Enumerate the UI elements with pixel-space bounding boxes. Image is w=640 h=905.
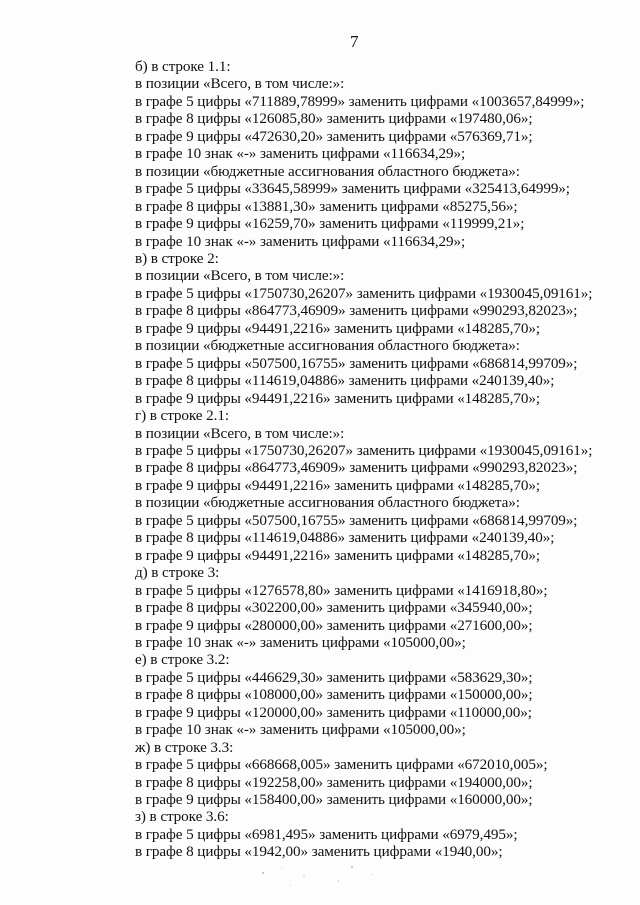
scan-speck [303, 876, 305, 877]
text-line: в графе 10 знак «-» заменить цифрами «105000,00»; [135, 721, 466, 739]
scan-speck [372, 874, 373, 875]
text-line: в графе 8 цифры «192258,00» заменить цифрами «194000,00»; [135, 773, 533, 791]
section-heading-d: д) в строке 3: [135, 564, 220, 582]
text-line: в позиции «Всего, в том числе:»: [135, 424, 345, 442]
text-line: в графе 9 цифры «94491,2216» заменить цифрами «148285,70»; [135, 546, 540, 564]
text-line: в графе 9 цифры «94491,2216» заменить цифрами «148285,70»; [135, 389, 540, 407]
text-line: в графе 5 цифры «6981,495» заменить цифрами «6979,495»; [135, 825, 518, 843]
scan-speck [262, 872, 264, 874]
text-line: в графе 9 цифры «472630,20» заменить цифрами «576369,71»; [135, 127, 533, 145]
text-line: в графе 10 знак «-» заменить цифрами «105000,00»; [135, 633, 466, 651]
section-heading-zh: ж) в строке 3.3: [135, 738, 234, 756]
text-line: в позиции «бюджетные ассигнования областного бюджета»: [135, 494, 520, 512]
text-line: в графе 8 цифры «114619,04886» заменить цифрами «240139,40»; [135, 529, 555, 547]
text-line: в графе 8 цифры «126085,80» заменить цифрами «197480,06»; [135, 110, 533, 128]
text-line: в графе 9 цифры «158400,00» заменить цифрами «160000,00»; [135, 791, 533, 809]
section-heading-e: е) в строке 3.2: [135, 651, 230, 669]
text-line: в графе 10 знак «-» заменить цифрами «116634,29»; [135, 232, 466, 250]
text-line: в графе 9 цифры «94491,2216» заменить цифрами «148285,70»; [135, 476, 540, 494]
section-heading-g: г) в строке 2.1: [135, 407, 229, 425]
section-heading-z: з) в строке 3.6: [135, 808, 229, 826]
scan-speck [290, 885, 291, 886]
text-line: в позиции «Всего, в том числе:»: [135, 75, 345, 93]
text-line: в графе 5 цифры «1750730,26207» заменить цифрами «1930045,09161»; [135, 441, 593, 459]
document-body [135, 58, 630, 861]
text-line: в графе 8 цифры «864773,46909» заменить цифрами «990293,82023»; [135, 302, 578, 320]
section-heading-b: б) в строке 1.1: [135, 58, 231, 75]
text-line: в графе 9 цифры «120000,00» заменить цифрами «110000,00»; [135, 703, 532, 721]
text-line: в графе 5 цифры «446629,30» заменить цифрами «583629,30»; [135, 668, 533, 686]
text-line: в позиции «бюджетные ассигнования областного бюджета»: [135, 162, 520, 180]
scan-speck [351, 866, 353, 868]
text-line: в графе 8 цифры «302200,00» заменить цифрами «345940,00»; [135, 599, 533, 617]
text-line: в графе 8 цифры «13881,30» заменить цифрами «85275,56»; [135, 197, 518, 215]
text-line: в графе 5 цифры «711889,78999» заменить цифрами «1003657,84999»; [135, 92, 585, 110]
scan-speck [338, 880, 339, 882]
text-line: в графе 5 цифры «507500,16755» заменить цифрами «686814,99709»; [135, 354, 578, 372]
text-line: в графе 9 цифры «94491,2216» заменить цифрами «148285,70»; [135, 319, 540, 337]
section-heading-v: в) в строке 2: [135, 249, 219, 267]
text-line: в графе 5 цифры «1276578,80» заменить цифрами «1416918,80»; [135, 581, 548, 599]
text-line: в позиции «Всего, в том числе:»: [135, 267, 345, 285]
text-line: в графе 5 цифры «668668,005» заменить цифрами «672010,005»; [135, 756, 548, 774]
text-line: в графе 8 цифры «1942,00» заменить цифрами «1940,00»; [135, 843, 503, 861]
text-line: в графе 8 цифры «114619,04886» заменить цифрами «240139,40»; [135, 372, 555, 390]
text-line: в графе 5 цифры «1750730,26207» заменить цифрами «1930045,09161»; [135, 284, 593, 302]
scan-speck [281, 868, 282, 869]
text-line: в графе 9 цифры «280000,00» заменить цифрами «271600,00»; [135, 616, 533, 634]
text-line: в графе 8 цифры «864773,46909» заменить цифрами «990293,82023»; [135, 459, 578, 477]
text-line: в графе 9 цифры «16259,70» заменить цифрами «119999,21»; [135, 215, 525, 233]
page-number: 7 [350, 32, 359, 51]
text-line: в графе 5 цифры «507500,16755» заменить цифрами «686814,99709»; [135, 511, 578, 529]
text-line: в графе 5 цифры «33645,58999» заменить цифрами «325413,64999»; [135, 180, 570, 198]
text-line: в графе 8 цифры «108000,00» заменить цифрами «150000,00»; [135, 686, 533, 704]
text-line: в графе 10 знак «-» заменить цифрами «116634,29»; [135, 145, 466, 163]
text-line: в позиции «бюджетные ассигнования областного бюджета»: [135, 337, 520, 355]
